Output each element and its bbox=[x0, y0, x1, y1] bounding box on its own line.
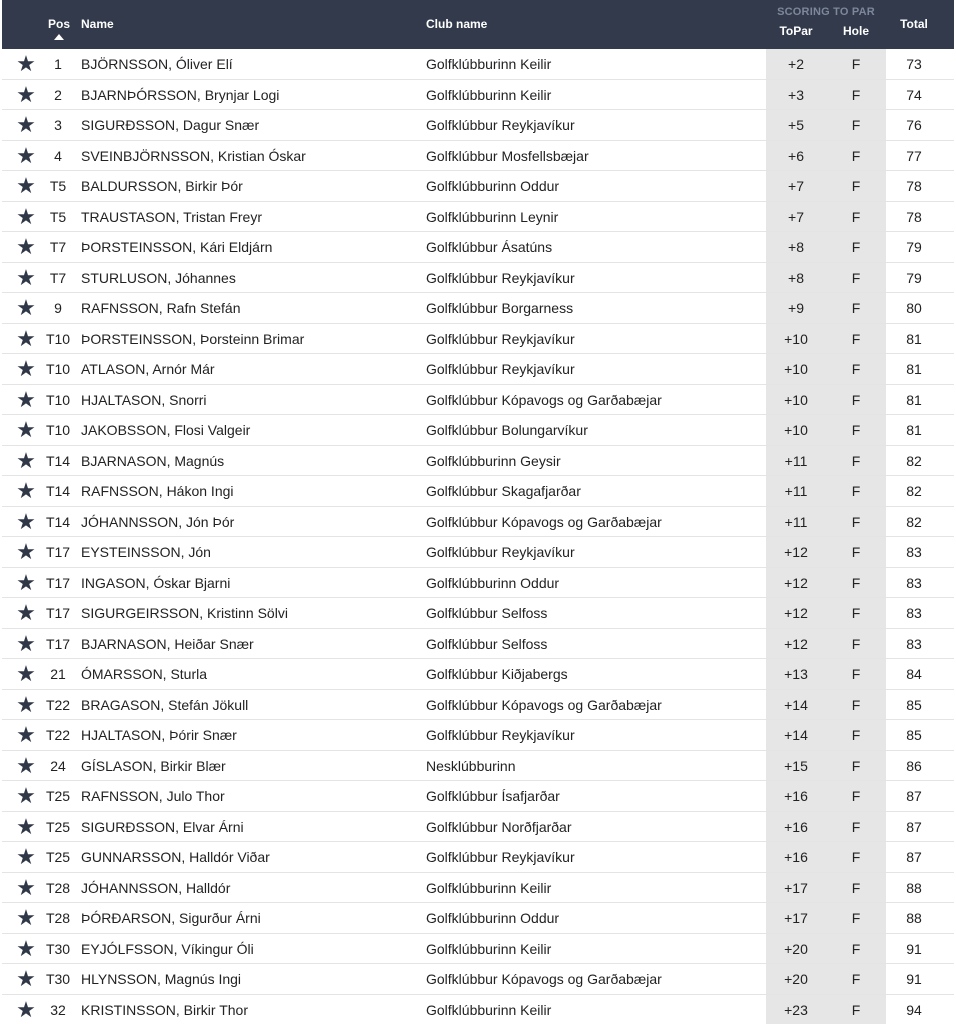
column-group-scoring-to-par: SCORING TO PAR bbox=[777, 6, 875, 18]
table-row[interactable] bbox=[2, 903, 954, 934]
column-header-total[interactable]: Total bbox=[900, 17, 928, 31]
row-player-name[interactable]: BJARNASON, Magnús bbox=[81, 452, 225, 469]
row-total: 74 bbox=[906, 86, 922, 103]
row-player-name[interactable]: ÓMARSSON, Sturla bbox=[81, 666, 208, 682]
row-club-name: Golfklúbbur Kópavogs og Garðabæjar bbox=[426, 513, 662, 530]
row-total: 86 bbox=[906, 757, 922, 774]
row-total: 80 bbox=[906, 300, 922, 316]
row-total: 84 bbox=[906, 666, 922, 682]
table-row[interactable] bbox=[2, 446, 954, 477]
row-hole: F bbox=[826, 415, 886, 445]
row-position: T17 bbox=[45, 635, 71, 652]
row-to-par: +5 bbox=[766, 110, 826, 140]
column-header-pos[interactable]: Pos bbox=[48, 17, 71, 31]
row-player-name[interactable]: TRAUSTASON, Tristan Freyr bbox=[81, 208, 262, 225]
row-hole: F bbox=[826, 141, 886, 171]
table-row[interactable] bbox=[2, 720, 954, 751]
row-hole: F bbox=[826, 903, 886, 933]
row-total: 77 bbox=[906, 147, 922, 164]
star-icon[interactable]: ★ bbox=[16, 569, 36, 595]
row-player-name[interactable]: SVEINBJÖRNSSON, Kristian Óskar bbox=[81, 147, 306, 164]
table-row[interactable] bbox=[2, 324, 954, 355]
row-club-name: Golfklúbbur Reykjavíkur bbox=[426, 269, 575, 286]
table-row[interactable] bbox=[2, 568, 954, 599]
row-to-par: +12 bbox=[766, 537, 826, 567]
row-club-name: Golfklúbburinn Leynir bbox=[426, 208, 559, 225]
row-total: 85 bbox=[906, 696, 922, 713]
star-icon[interactable]: ★ bbox=[16, 447, 36, 473]
row-total: 76 bbox=[906, 117, 922, 133]
row-hole: F bbox=[826, 385, 886, 415]
row-club-name: Golfklúbbur Reykjavíkur bbox=[426, 361, 575, 377]
row-hole: F bbox=[826, 49, 886, 79]
table-row[interactable] bbox=[2, 202, 954, 233]
row-total: 91 bbox=[906, 971, 922, 987]
row-position: 32 bbox=[50, 1001, 66, 1018]
star-icon[interactable]: ★ bbox=[16, 325, 36, 351]
row-hole: F bbox=[826, 598, 886, 628]
row-to-par: +12 bbox=[766, 629, 826, 659]
row-position: T25 bbox=[45, 818, 71, 835]
row-player-name[interactable]: KRISTINSSON, Birkir Thor bbox=[81, 1001, 248, 1018]
row-position: T22 bbox=[45, 727, 71, 743]
row-position: T14 bbox=[45, 452, 71, 469]
row-to-par: +14 bbox=[766, 690, 826, 720]
row-club-name: Golfklúbbur Reykjavíkur bbox=[426, 117, 575, 133]
row-club-name: Golfklúbbur Reykjavíkur bbox=[426, 849, 575, 865]
row-hole: F bbox=[826, 720, 886, 750]
star-icon[interactable]: ★ bbox=[16, 81, 36, 107]
row-hole: F bbox=[826, 873, 886, 903]
row-total: 81 bbox=[906, 391, 922, 408]
row-club-name: Golfklúbbur Kópavogs og Garðabæjar bbox=[426, 391, 662, 408]
row-hole: F bbox=[826, 446, 886, 476]
row-to-par: +16 bbox=[766, 781, 826, 811]
row-hole: F bbox=[826, 232, 886, 262]
star-icon[interactable]: ★ bbox=[16, 173, 36, 198]
row-total: 87 bbox=[906, 788, 922, 804]
row-to-par: +17 bbox=[766, 903, 826, 933]
star-icon[interactable]: ★ bbox=[16, 51, 36, 76]
row-position: T5 bbox=[49, 208, 67, 225]
row-to-par: +12 bbox=[766, 598, 826, 628]
row-player-name[interactable]: RAFNSSON, Hákon Ingi bbox=[81, 483, 234, 499]
row-club-name: Golfklúbburinn Geysir bbox=[426, 452, 561, 469]
row-club-name: Golfklúbbur Kópavogs og Garðabæjar bbox=[426, 696, 662, 713]
row-player-name[interactable]: BJÖRNSSON, Óliver Elí bbox=[81, 56, 233, 72]
row-player-name[interactable]: SIGURGEIRSSON, Kristinn Sölvi bbox=[81, 605, 288, 621]
row-to-par: +9 bbox=[766, 293, 826, 323]
row-position: 2 bbox=[54, 86, 62, 103]
column-header-name[interactable]: Name bbox=[81, 17, 114, 31]
row-to-par: +11 bbox=[766, 446, 826, 476]
row-total: 87 bbox=[906, 818, 922, 835]
star-icon[interactable]: ★ bbox=[16, 386, 36, 412]
table-row[interactable] bbox=[2, 171, 954, 202]
row-hole: F bbox=[826, 476, 886, 506]
leaderboard-header bbox=[2, 0, 954, 49]
star-icon[interactable]: ★ bbox=[16, 234, 36, 259]
row-total: 81 bbox=[906, 422, 922, 438]
leaderboard-rows bbox=[2, 49, 954, 1024]
row-total: 82 bbox=[906, 452, 922, 469]
column-header-topar[interactable]: ToPar bbox=[779, 24, 813, 38]
star-icon[interactable]: ★ bbox=[16, 935, 36, 961]
row-hole: F bbox=[826, 293, 886, 323]
row-player-name[interactable]: HJALTASON, Snorri bbox=[81, 391, 207, 408]
star-icon[interactable]: ★ bbox=[16, 203, 36, 229]
row-hole: F bbox=[826, 324, 886, 354]
row-player-name[interactable]: BJARNÞÓRSSON, Brynjar Logi bbox=[81, 86, 280, 103]
row-hole: F bbox=[826, 995, 886, 1024]
table-row[interactable] bbox=[2, 659, 954, 690]
row-club-name: Golfklúbburinn Oddur bbox=[426, 178, 560, 194]
column-header-hole[interactable]: Hole bbox=[842, 24, 869, 38]
row-club-name: Golfklúbbur Ásatúns bbox=[426, 239, 553, 255]
row-total: 79 bbox=[906, 239, 922, 255]
star-icon[interactable]: ★ bbox=[16, 813, 36, 839]
row-total: 83 bbox=[906, 544, 922, 560]
row-hole: F bbox=[826, 690, 886, 720]
row-club-name: Golfklúbbur Selfoss bbox=[426, 635, 548, 652]
star-icon[interactable]: ★ bbox=[16, 112, 36, 137]
star-icon[interactable]: ★ bbox=[16, 966, 36, 991]
table-row[interactable] bbox=[2, 415, 954, 446]
star-icon[interactable]: ★ bbox=[16, 264, 36, 290]
table-row[interactable] bbox=[2, 964, 954, 995]
row-to-par: +13 bbox=[766, 659, 826, 689]
row-to-par: +23 bbox=[766, 995, 826, 1024]
row-hole: F bbox=[826, 629, 886, 659]
row-hole: F bbox=[826, 751, 886, 781]
row-player-name[interactable]: JÓHANNSSON, Jón Þór bbox=[81, 513, 235, 530]
star-icon[interactable]: ★ bbox=[16, 356, 36, 381]
row-club-name: Golfklúbbur Skagafjarðar bbox=[426, 483, 581, 499]
row-position: T10 bbox=[45, 422, 71, 438]
row-player-name[interactable]: SIGURÐSSON, Dagur Snær bbox=[81, 117, 260, 133]
row-to-par: +10 bbox=[766, 354, 826, 384]
row-position: T17 bbox=[45, 544, 71, 560]
row-hole: F bbox=[826, 171, 886, 201]
table-row[interactable] bbox=[2, 781, 954, 812]
table-row[interactable] bbox=[2, 690, 954, 721]
row-hole: F bbox=[826, 507, 886, 537]
row-to-par: +20 bbox=[766, 934, 826, 964]
row-to-par: +6 bbox=[766, 141, 826, 171]
row-total: 83 bbox=[906, 574, 922, 591]
row-player-name[interactable]: ÞORSTEINSSON, Kári Eldjárn bbox=[81, 239, 273, 255]
row-position: T7 bbox=[49, 269, 67, 286]
row-position: T10 bbox=[45, 391, 71, 408]
row-position: T28 bbox=[45, 879, 71, 896]
row-position: 1 bbox=[54, 56, 62, 72]
row-position: 21 bbox=[50, 666, 66, 682]
row-club-name: Golfklúbbur Reykjavíkur bbox=[426, 330, 575, 347]
row-club-name: Golfklúbbur Ísafjarðar bbox=[426, 788, 560, 804]
row-hole: F bbox=[826, 80, 886, 110]
row-position: T5 bbox=[49, 178, 67, 194]
row-to-par: +10 bbox=[766, 324, 826, 354]
row-club-name: Golfklúbbur Reykjavíkur bbox=[426, 727, 575, 743]
row-club-name: Golfklúbbur Borgarness bbox=[426, 300, 574, 316]
row-player-name[interactable]: GUNNARSSON, Halldór Viðar bbox=[81, 849, 270, 865]
row-position: T14 bbox=[45, 483, 71, 499]
row-club-name: Golfklúbburinn Keilir bbox=[426, 86, 552, 103]
star-icon[interactable]: ★ bbox=[16, 691, 36, 717]
row-hole: F bbox=[826, 659, 886, 689]
table-row[interactable] bbox=[2, 476, 954, 507]
row-to-par: +20 bbox=[766, 964, 826, 994]
row-total: 81 bbox=[906, 361, 922, 377]
row-hole: F bbox=[826, 354, 886, 384]
row-total: 88 bbox=[906, 879, 922, 896]
table-row[interactable] bbox=[2, 598, 954, 629]
row-total: 87 bbox=[906, 849, 922, 865]
table-row[interactable] bbox=[2, 141, 954, 172]
row-position: 9 bbox=[54, 300, 62, 316]
row-total: 78 bbox=[906, 178, 922, 194]
row-club-name: Golfklúbbur Mosfellsbæjar bbox=[426, 147, 589, 164]
table-row[interactable] bbox=[2, 80, 954, 111]
row-position: 4 bbox=[54, 147, 62, 164]
row-player-name[interactable]: BRAGASON, Stefán Jökull bbox=[81, 696, 249, 713]
row-total: 73 bbox=[906, 56, 922, 72]
row-position: 3 bbox=[54, 117, 62, 133]
row-player-name[interactable]: EYJÓLFSSON, Víkingur Óli bbox=[81, 940, 254, 957]
row-club-name: Golfklúbburinn Keilir bbox=[426, 879, 552, 896]
table-row[interactable] bbox=[2, 232, 954, 263]
row-club-name: Golfklúbbur Selfoss bbox=[426, 605, 548, 621]
table-row[interactable] bbox=[2, 263, 954, 294]
row-club-name: Golfklúbbur Kiðjabergs bbox=[426, 666, 568, 682]
row-to-par: +7 bbox=[766, 171, 826, 201]
row-player-name[interactable]: ÞORSTEINSSON, Þorsteinn Brimar bbox=[81, 330, 305, 347]
row-player-name[interactable]: JÓHANNSSON, Halldór bbox=[81, 879, 231, 896]
table-row[interactable] bbox=[2, 293, 954, 324]
row-hole: F bbox=[826, 110, 886, 140]
row-to-par: +15 bbox=[766, 751, 826, 781]
row-club-name: Golfklúbburinn Keilir bbox=[426, 1001, 552, 1018]
row-position: T10 bbox=[45, 330, 71, 347]
row-to-par: +7 bbox=[766, 202, 826, 232]
row-hole: F bbox=[826, 812, 886, 842]
row-club-name: Nesklúbburinn bbox=[426, 757, 516, 774]
star-icon[interactable]: ★ bbox=[16, 478, 36, 503]
row-player-name[interactable]: STURLUSON, Jóhannes bbox=[81, 269, 236, 286]
row-total: 82 bbox=[906, 513, 922, 530]
row-hole: F bbox=[826, 263, 886, 293]
row-player-name[interactable]: RAFNSSON, Rafn Stefán bbox=[81, 300, 241, 316]
row-club-name: Golfklúbbur Bolungarvíkur bbox=[426, 422, 588, 438]
row-club-name: Golfklúbbur Norðfjarðar bbox=[426, 818, 572, 835]
table-row[interactable] bbox=[2, 873, 954, 904]
table-row[interactable] bbox=[2, 354, 954, 385]
table-row[interactable] bbox=[2, 507, 954, 538]
row-hole: F bbox=[826, 934, 886, 964]
row-player-name[interactable]: EYSTEINSSON, Jón bbox=[81, 544, 211, 560]
row-position: T30 bbox=[45, 971, 71, 987]
star-icon[interactable]: ★ bbox=[16, 539, 36, 564]
row-position: T25 bbox=[45, 849, 71, 865]
row-player-name[interactable]: HLYNSSON, Magnús Ingi bbox=[81, 971, 242, 987]
row-position: 24 bbox=[50, 757, 66, 774]
row-player-name[interactable]: HJALTASON, Þórir Snær bbox=[81, 727, 237, 743]
row-player-name[interactable]: JAKOBSSON, Flosi Valgeir bbox=[81, 422, 251, 438]
row-position: T17 bbox=[45, 605, 71, 621]
row-total: 88 bbox=[906, 910, 922, 926]
row-to-par: +12 bbox=[766, 568, 826, 598]
row-to-par: +2 bbox=[766, 49, 826, 79]
row-position: T14 bbox=[45, 513, 71, 530]
row-position: T30 bbox=[45, 940, 71, 957]
star-icon[interactable]: ★ bbox=[16, 844, 36, 869]
row-total: 81 bbox=[906, 330, 922, 347]
row-to-par: +10 bbox=[766, 385, 826, 415]
row-player-name[interactable]: RAFNSSON, Julo Thor bbox=[81, 788, 225, 804]
table-row[interactable] bbox=[2, 812, 954, 843]
row-hole: F bbox=[826, 202, 886, 232]
row-club-name: Golfklúbbur Reykjavíkur bbox=[426, 544, 575, 560]
table-row[interactable] bbox=[2, 995, 954, 1024]
row-hole: F bbox=[826, 537, 886, 567]
column-header-club[interactable]: Club name bbox=[426, 17, 488, 31]
star-icon[interactable]: ★ bbox=[16, 874, 36, 900]
table-row[interactable] bbox=[2, 842, 954, 873]
row-to-par: +10 bbox=[766, 415, 826, 445]
sort-ascending-icon[interactable] bbox=[54, 34, 64, 40]
star-icon[interactable]: ★ bbox=[16, 783, 36, 808]
star-icon[interactable]: ★ bbox=[16, 722, 36, 747]
table-row[interactable] bbox=[2, 537, 954, 568]
row-to-par: +16 bbox=[766, 842, 826, 872]
star-icon[interactable]: ★ bbox=[16, 600, 36, 625]
row-to-par: +8 bbox=[766, 232, 826, 262]
table-row[interactable] bbox=[2, 110, 954, 141]
table-row[interactable] bbox=[2, 385, 954, 416]
row-position: T28 bbox=[45, 910, 71, 926]
row-total: 78 bbox=[906, 208, 922, 225]
table-row[interactable] bbox=[2, 751, 954, 782]
row-hole: F bbox=[826, 568, 886, 598]
star-icon[interactable]: ★ bbox=[16, 295, 36, 320]
table-row[interactable] bbox=[2, 629, 954, 660]
star-icon[interactable]: ★ bbox=[16, 630, 36, 656]
row-total: 83 bbox=[906, 605, 922, 621]
row-to-par: +16 bbox=[766, 812, 826, 842]
row-to-par: +11 bbox=[766, 507, 826, 537]
row-position: T10 bbox=[45, 361, 71, 377]
row-club-name: Golfklúbburinn Keilir bbox=[426, 940, 552, 957]
row-club-name: Golfklúbbur Kópavogs og Garðabæjar bbox=[426, 971, 662, 987]
row-player-name[interactable]: BALDURSSON, Birkir Þór bbox=[81, 178, 243, 194]
star-icon[interactable]: ★ bbox=[16, 905, 36, 930]
row-total: 94 bbox=[906, 1001, 922, 1018]
row-hole: F bbox=[826, 781, 886, 811]
row-to-par: +3 bbox=[766, 80, 826, 110]
star-icon[interactable]: ★ bbox=[16, 142, 36, 168]
row-player-name[interactable]: GÍSLASON, Birkir Blær bbox=[81, 757, 226, 774]
row-club-name: Golfklúbburinn Oddur bbox=[426, 574, 560, 591]
row-club-name: Golfklúbburinn Oddur bbox=[426, 910, 560, 926]
row-player-name[interactable]: BJARNASON, Heiðar Snær bbox=[81, 635, 254, 652]
row-player-name[interactable]: ATLASON, Arnór Már bbox=[81, 361, 215, 377]
row-hole: F bbox=[826, 964, 886, 994]
row-to-par: +11 bbox=[766, 476, 826, 506]
row-total: 85 bbox=[906, 727, 922, 743]
row-to-par: +14 bbox=[766, 720, 826, 750]
row-player-name[interactable]: SIGURÐSSON, Elvar Árni bbox=[81, 818, 244, 835]
row-to-par: +17 bbox=[766, 873, 826, 903]
star-icon[interactable]: ★ bbox=[16, 417, 36, 442]
star-icon[interactable]: ★ bbox=[16, 752, 36, 778]
row-to-par: +8 bbox=[766, 263, 826, 293]
row-player-name[interactable]: ÞÓRÐARSON, Sigurður Árni bbox=[81, 910, 261, 926]
star-icon[interactable]: ★ bbox=[16, 661, 36, 686]
row-total: 79 bbox=[906, 269, 922, 286]
row-hole: F bbox=[826, 842, 886, 872]
row-club-name: Golfklúbburinn Keilir bbox=[426, 56, 552, 72]
star-icon[interactable]: ★ bbox=[16, 508, 36, 534]
row-total: 83 bbox=[906, 635, 922, 652]
row-position: T22 bbox=[45, 696, 71, 713]
star-icon[interactable]: ★ bbox=[16, 996, 36, 1022]
row-position: T25 bbox=[45, 788, 71, 804]
row-position: T17 bbox=[45, 574, 71, 591]
table-row[interactable] bbox=[2, 934, 954, 965]
row-position: T7 bbox=[49, 239, 67, 255]
row-player-name[interactable]: INGASON, Óskar Bjarni bbox=[81, 574, 231, 591]
row-total: 82 bbox=[906, 483, 922, 499]
row-total: 91 bbox=[906, 940, 922, 957]
table-row[interactable] bbox=[2, 49, 954, 80]
